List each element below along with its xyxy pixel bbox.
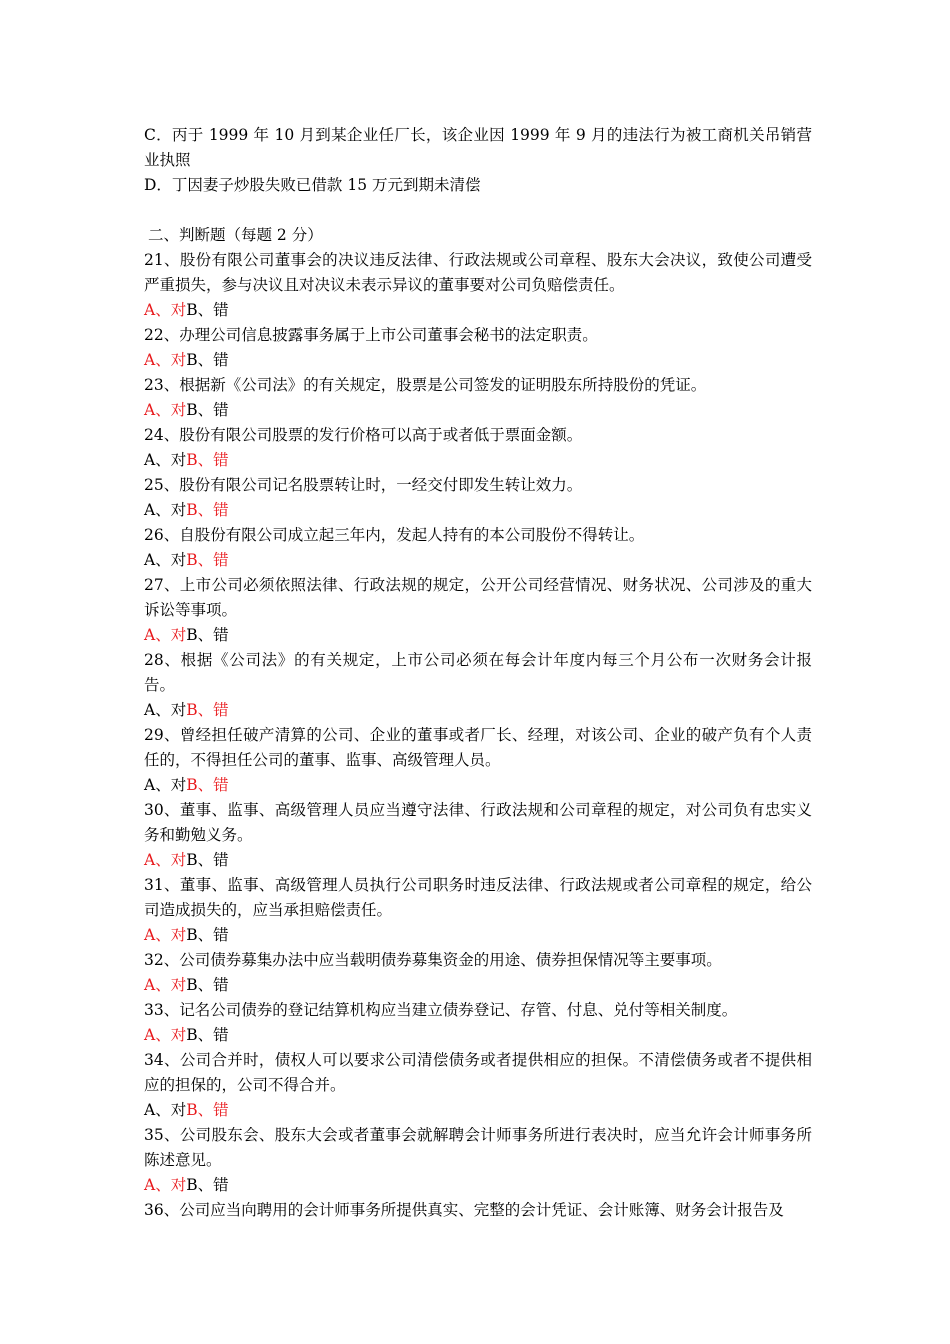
answer-options — [144, 348, 812, 373]
option-b-false: B、错 — [186, 976, 229, 994]
option-b-false: B、错 — [186, 301, 229, 319]
option-a-true: A、对 — [144, 451, 187, 469]
option-a-true: A、对 — [144, 701, 187, 719]
option-a-true: A、对 — [144, 1101, 187, 1119]
question-text: 33、记名公司债券的登记结算机构应当建立债券登记、存管、付息、兑付等相关制度。 — [144, 1001, 738, 1019]
question-text: 25、股份有限公司记名股票转让时，一经交付即发生转让效力。 — [144, 476, 583, 494]
answer-options — [144, 498, 812, 523]
question-text: 22、办理公司信息披露事务属于上市公司董事会秘书的法定职责。 — [144, 326, 598, 344]
answer-options — [144, 1173, 812, 1198]
option-a-true: A、对 — [144, 851, 187, 869]
question-text: 27、上市公司必须依照法律、行政法规的规定，公开公司经营情况、财务状况、公司涉及的重大诉讼等事项。 — [144, 576, 812, 619]
option-d-text: D．丁因妻子炒股失败已借款 15 万元到期未清偿 — [144, 176, 481, 194]
option-b-false: B、错 — [186, 1101, 229, 1119]
answer-options — [144, 698, 812, 723]
trailing-question: 36、公司应当向聘用的会计师事务所提供真实、完整的会计凭证、会计账簿、财务会计报告及 — [144, 1201, 784, 1219]
option-b-false: B、错 — [186, 701, 229, 719]
question-text: 34、公司合并时，债权人可以要求公司清偿债务或者提供相应的担保。不清偿债务或者不提供相应的担保的，公司不得合并。 — [144, 1051, 812, 1094]
answer-options — [144, 398, 812, 423]
option-b-false: B、错 — [186, 401, 229, 419]
question-text: 24、股份有限公司股票的发行价格可以高于或者低于票面金额。 — [144, 426, 583, 444]
option-a-true: A、对 — [144, 301, 187, 319]
question-list — [144, 248, 812, 1198]
answer-options — [144, 848, 812, 873]
question-text: 26、自股份有限公司成立起三年内，发起人持有的本公司股份不得转让。 — [144, 526, 645, 544]
option-b-false: B、错 — [186, 776, 229, 794]
question-text: 31、董事、监事、高级管理人员执行公司职务时违反法律、行政法规或者公司章程的规定，给公司造成损失的，应当承担赔偿责任。 — [144, 876, 812, 919]
answer-options — [144, 923, 812, 948]
option-a-true: A、对 — [144, 1176, 187, 1194]
option-a-true: A、对 — [144, 501, 187, 519]
option-b-false: B、错 — [186, 451, 229, 469]
option-a-true: A、对 — [144, 551, 187, 569]
section-title: 二、判断题（每题 2 分） — [148, 226, 323, 244]
question-text: 32、公司债券募集办法中应当载明债券募集资金的用途、债券担保情况等主要事项。 — [144, 951, 722, 969]
answer-options — [144, 773, 812, 798]
blank-line — [144, 198, 812, 223]
question-text: 21、股份有限公司董事会的决议违反法律、行政法规或公司章程、股东大会决议，致使公司遭受严重损失，参与决议且对决议未表示异议的董事要对公司负赔偿责任。 — [144, 251, 812, 294]
option-b-false: B、错 — [186, 851, 229, 869]
option-b-false: B、错 — [186, 1176, 229, 1194]
option-b-false: B、错 — [186, 551, 229, 569]
question-text: 28、根据《公司法》的有关规定，上市公司必须在每会计年度内每三个月公布一次财务会计报告。 — [144, 651, 812, 694]
option-c-text: C．丙于 1999 年 10 月到某企业任厂长，该企业因 1999 年 9 月的违法行为被工商机关吊销营业执照 — [144, 126, 812, 169]
option-a-true: A、对 — [144, 626, 187, 644]
option-b-false: B、错 — [186, 351, 229, 369]
option-a-true: A、对 — [144, 776, 187, 794]
answer-options — [144, 623, 812, 648]
document-body — [144, 123, 812, 1223]
answer-options — [144, 548, 812, 573]
question-text: 29、曾经担任破产清算的公司、企业的董事或者厂长、经理，对该公司、企业的破产负有个人责任的，不得担任公司的董事、监事、高级管理人员。 — [144, 726, 812, 769]
answer-options — [144, 1023, 812, 1048]
option-b-false: B、错 — [186, 501, 229, 519]
option-b-false: B、错 — [186, 1026, 229, 1044]
option-b-false: B、错 — [186, 926, 229, 944]
option-a-true: A、对 — [144, 926, 187, 944]
answer-options — [144, 1098, 812, 1123]
answer-options — [144, 973, 812, 998]
option-a-true: A、对 — [144, 401, 187, 419]
option-b-false: B、错 — [186, 626, 229, 644]
question-text: 23、根据新《公司法》的有关规定，股票是公司签发的证明股东所持股份的凭证。 — [144, 376, 707, 394]
answer-options — [144, 448, 812, 473]
answer-options — [144, 298, 812, 323]
option-a-true: A、对 — [144, 976, 187, 994]
question-text: 30、董事、监事、高级管理人员应当遵守法律、行政法规和公司章程的规定，对公司负有忠实义务和勤勉义务。 — [144, 801, 812, 844]
option-a-true: A、对 — [144, 351, 187, 369]
option-a-true: A、对 — [144, 1026, 187, 1044]
question-text: 35、公司股东会、股东大会或者董事会就解聘会计师事务所进行表决时，应当允许会计师事务所陈述意见。 — [144, 1126, 812, 1169]
